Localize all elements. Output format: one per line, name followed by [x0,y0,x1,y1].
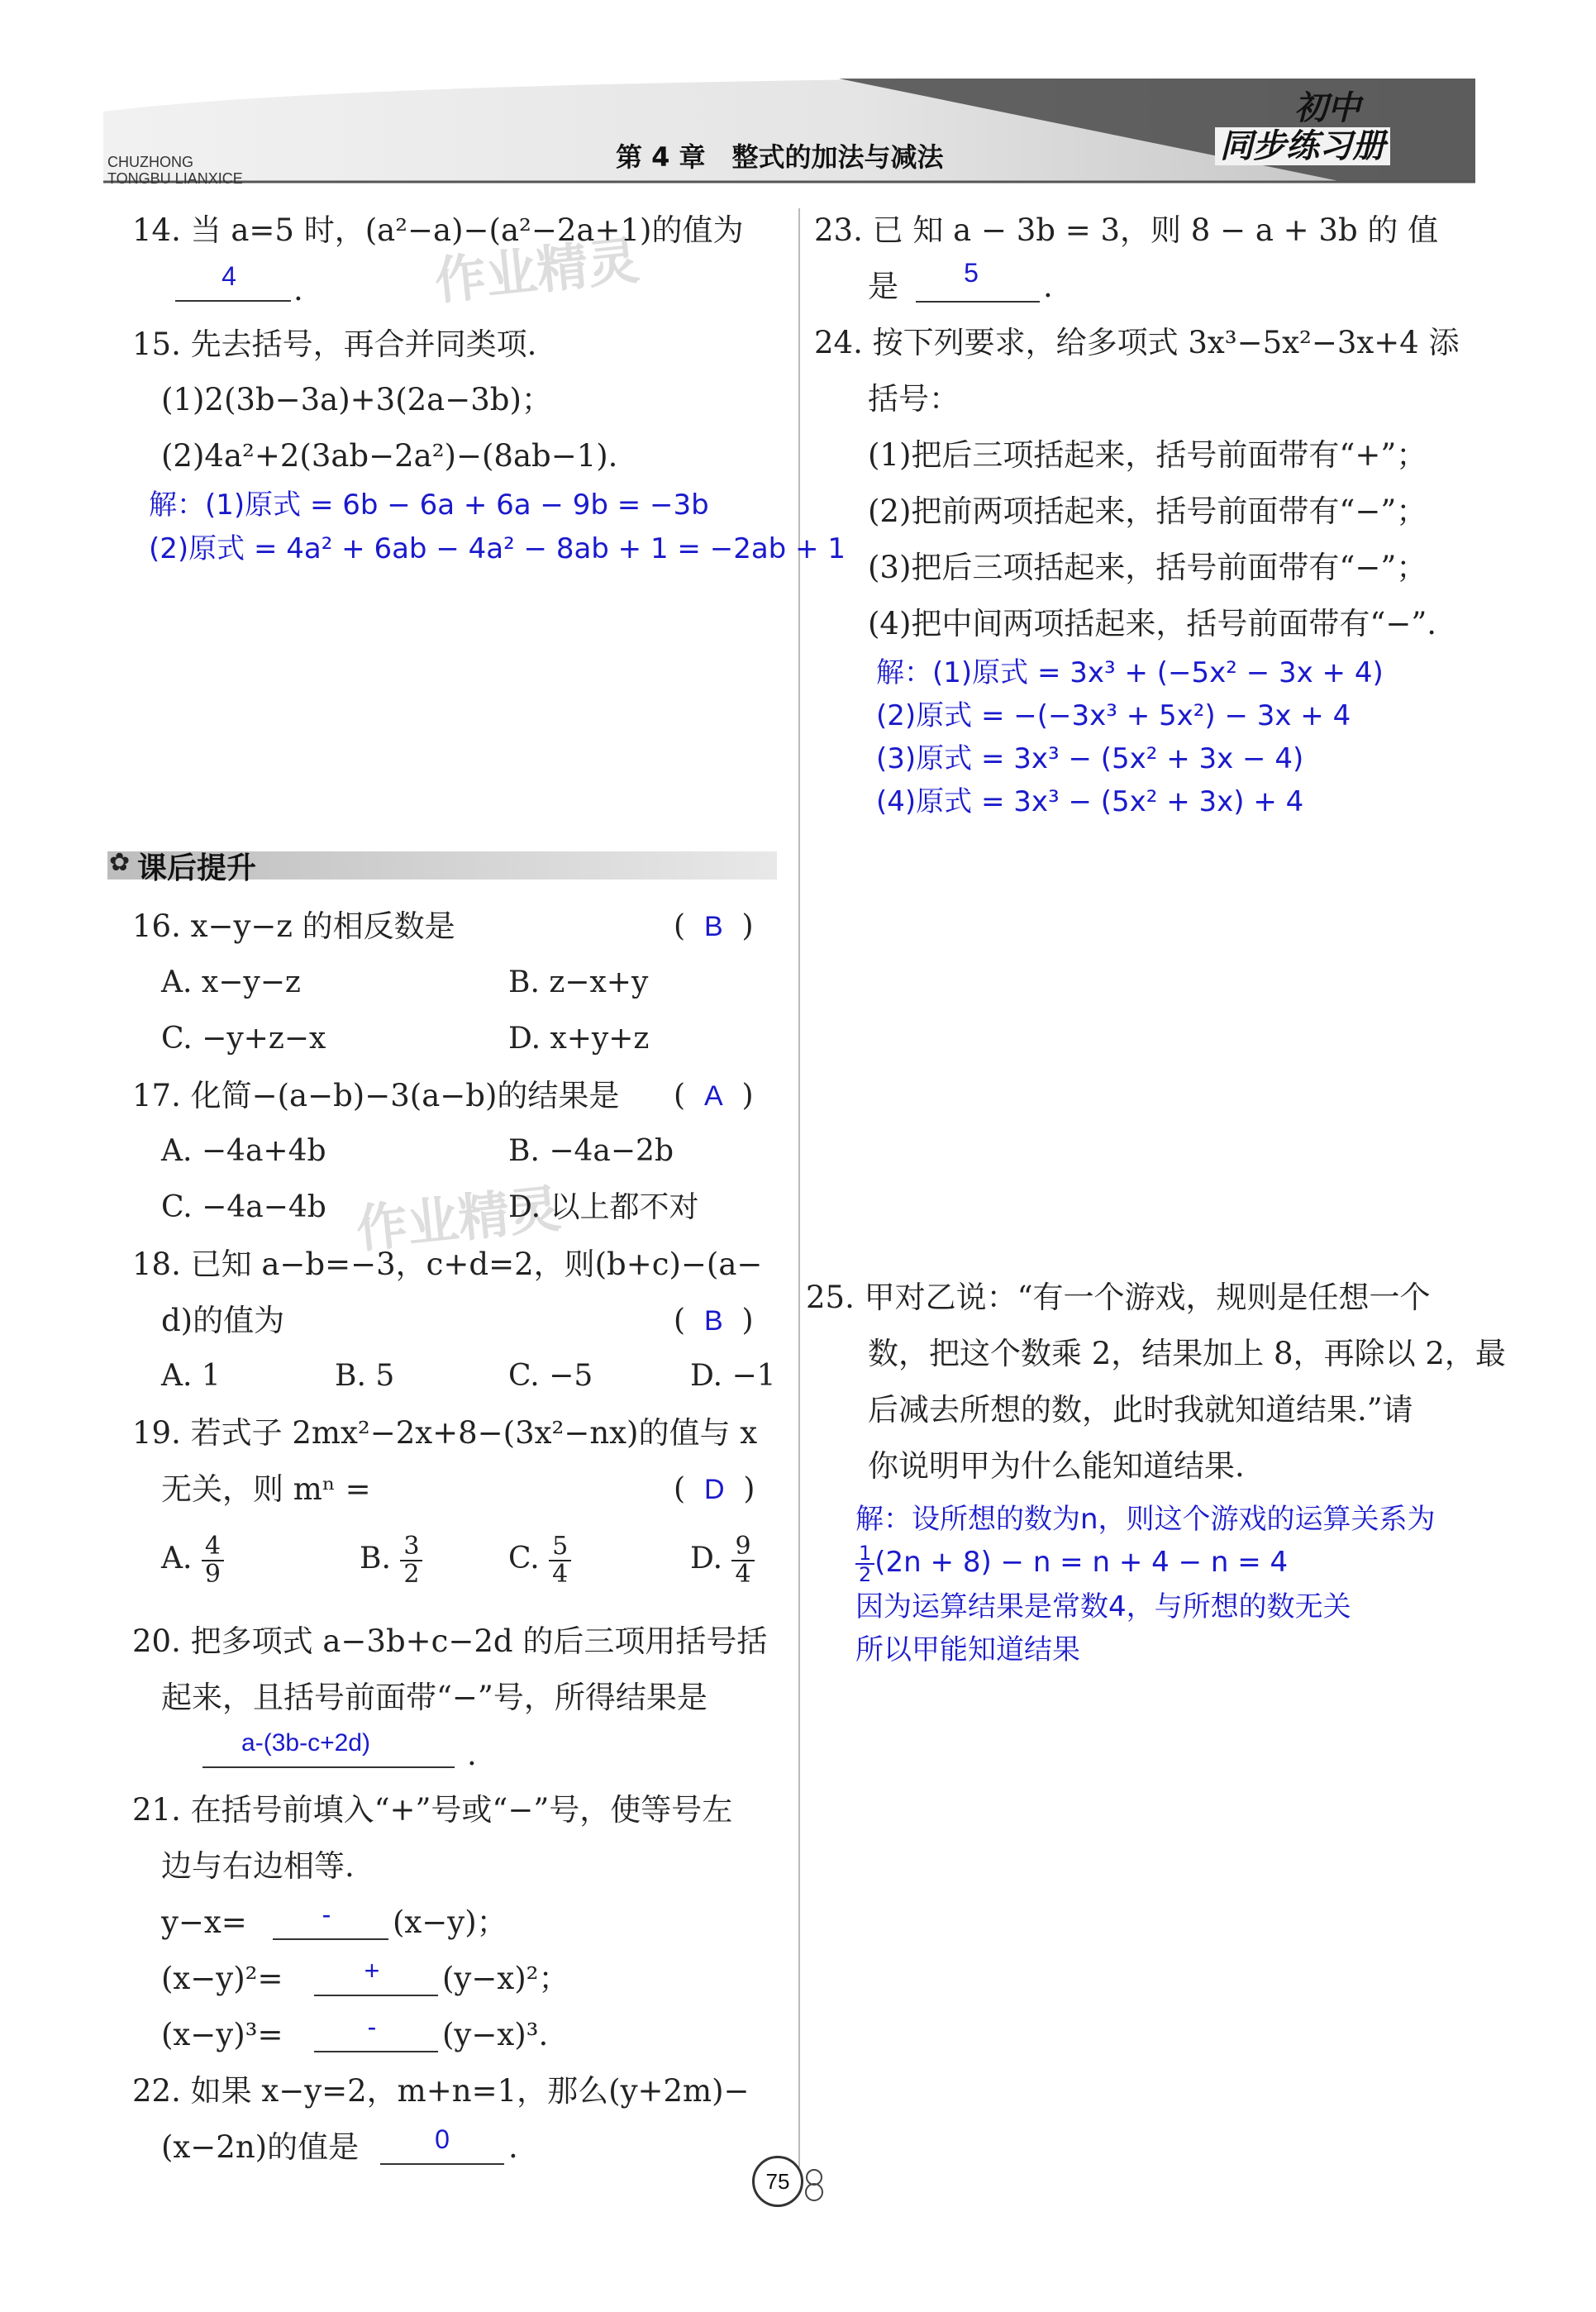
brand-line1: 初中 [1294,89,1360,127]
q16-text: 16. x−y−z 的相反数是 [132,908,455,944]
q24-line2: 括号： [868,381,960,417]
q18-line2: d)的值为 [161,1303,285,1338]
q18-option-d: D. −1 [690,1359,776,1393]
page-number: 75 [765,2168,790,2194]
section-title: 课后提升 [137,851,257,885]
q14-period: . [293,272,303,307]
q15-solution-2: (2)原式 = 4a² + 6ab − 4a² − 8ab + 1 = −2ab + 1 [149,532,846,565]
q18-answer-paren: ( B ) [674,1304,754,1337]
q24-part3: (3)把后三项括起来，括号前面带有“−”； [868,550,1427,585]
q19-b-label: B. [360,1542,391,1575]
q22-line1: 22. 如果 x−y=2，m+n=1，那么(y+2m)− [132,2073,750,2109]
q21-line1: 21. 在括号前填入“+”号或“−”号，使等号左 [132,1792,733,1828]
q19-line1: 19. 若式子 2mx²−2x+8−(3x²−nx)的值与 x [132,1415,758,1451]
q14-text: 14. 当 a=5 时，(a²−a)−(a²−2a+1)的值为 [132,212,744,248]
q21-row1-left: y−x= [161,1904,247,1940]
footer-ornament [798,2166,831,2202]
q24-solution-1: 解：(1)原式 = 3x³ + (−5x² − 3x + 4) [876,656,1384,689]
section-header [107,843,777,884]
q16-answer: B [703,911,723,942]
q24-solution-2: (2)原式 = −(−3x³ + 5x²) − 3x + 4 [876,699,1351,732]
q19-line2: 无关，则 mⁿ = [161,1471,371,1507]
brand-line2: 同步练习册 [1215,127,1390,165]
q21-row3-right: (y−x)³. [442,2017,549,2052]
q21-row1-right: (x−y)； [393,1904,507,1940]
q17-answer-paren: ( A ) [674,1079,754,1113]
q21-line2: 边与右边相等. [161,1848,355,1884]
q18-line1: 18. 已知 a−b=−3，c+d=2，则(b+c)−(a− [132,1247,763,1282]
q23-answer-line [916,301,1040,303]
q25-solution-1: 解：设所想的数为n，则这个游戏的运算关系为 [855,1503,1436,1536]
q18-answer: B [703,1305,723,1337]
q25-line4: 你说明甲为什么能知道结果. [868,1448,1245,1484]
watermark: 作业精灵 [353,1178,564,1260]
q14-answer-line [175,300,291,302]
q17-text: 17. 化简−(a−b)−3(a−b)的结果是 [132,1078,620,1113]
q19-d-label: D. [690,1542,723,1575]
q25-line1: 25. 甲对乙说：“有一个游戏，规则是任想一个 [806,1280,1431,1315]
q25-half-fraction [855,1543,874,1585]
q19-c-label: C. [508,1542,540,1575]
q20-answer: a-(3b-c+2d) [241,1729,370,1757]
q17-option-c: C. −4a−4b [161,1190,326,1224]
q17-option-a: A. −4a+4b [161,1134,326,1168]
q21-row3-blank [314,2051,438,2052]
q22-line2: (x−2n)的值是 [161,2129,360,2165]
q24-part4: (4)把中间两项括起来，括号前面带有“−”. [868,606,1437,641]
q19-a-num: 4 [202,1533,224,1561]
q20-line1: 20. 把多项式 a−3b+c−2d 的后三项用括号括 [132,1623,768,1659]
q15-solution-1: 解：(1)原式 = 6b − 6a + 6a − 9b = −3b [149,489,709,522]
q16-option-c: C. −y+z−x [161,1022,326,1056]
q21-row2-right: (y−x)²； [442,1961,569,1996]
q24-solution-4: (4)原式 = 3x³ − (5x² + 3x) + 4 [876,785,1304,818]
q17-answer: A [703,1080,723,1112]
q22-period: . [508,2129,518,2165]
q19-option-d [690,1533,755,1588]
q19-option-b [360,1533,422,1588]
paw-icon: ✿ [109,848,131,877]
q24-part2: (2)把前两项括起来，括号前面带有“−”； [868,493,1427,529]
q17-option-b: B. −4a−2b [508,1134,674,1168]
q19-d-num: 9 [731,1533,754,1561]
q21-row3-answer: - [367,2012,377,2042]
q21-row1-blank [273,1938,388,1940]
q14-answer: 4 [222,261,236,291]
q19-c-fraction [549,1533,571,1588]
q15-part1: (1)2(3b−3a)+3(2a−3b)； [161,382,552,417]
q19-option-a [161,1533,224,1588]
q16-option-d: D. x+y+z [508,1022,650,1056]
q25-frac-den: 2 [859,1562,872,1586]
series-en-line2: TONGBU LIANXICE [107,170,243,187]
q19-option-c [508,1533,571,1588]
q21-row2-answer: + [364,1956,380,1985]
q19-a-label: A. [161,1542,193,1575]
q25-line3: 后减去所想的数，此时我就知道结果.”请 [868,1392,1413,1428]
q21-row2-left: (x−y)²= [161,1961,283,1996]
q19-d-fraction [731,1533,754,1588]
q24-solution-3: (3)原式 = 3x³ − (5x² + 3x − 4) [876,742,1304,775]
q20-answer-line [202,1766,455,1768]
q19-d-den: 4 [735,1560,751,1589]
series-en-label [107,154,243,187]
q22-answer-line [380,2163,504,2165]
q16-option-b: B. z−x+y [508,965,649,999]
q21-row3-left: (x−y)³= [161,2017,283,2052]
q24-part1: (1)把后三项括起来，括号前面带有“+”； [868,437,1427,473]
q24-line1: 24. 按下列要求，给多项式 3x³−5x²−3x+4 添 [814,325,1460,360]
q20-line2: 起来，且括号前面带“−”号，所得结果是 [161,1680,707,1715]
brand-logo [1215,89,1390,165]
q23-line2: 是 [868,269,898,304]
q17-option-d: D. 以上都不对 [508,1190,699,1224]
q20-period: . [467,1737,477,1772]
q19-answer: D [703,1474,725,1505]
q25-solution-2 [855,1541,1288,1585]
q23-line1: 23. 已 知 a − 3b = 3，则 8 − a + 3b 的 值 [814,212,1439,248]
q18-option-c: C. −5 [508,1359,593,1393]
q25-solution-4: 所以甲能知道结果 [855,1633,1080,1666]
q15-part2: (2)4a²+2(3ab−2a²)−(8ab−1). [161,438,618,474]
q19-a-den: 9 [204,1560,221,1589]
q19-b-num: 3 [400,1533,422,1561]
q23-period: . [1043,269,1053,304]
q15-title: 15. 先去括号，再合并同类项. [132,327,537,362]
page-number-badge [752,2156,803,2207]
q22-answer: 0 [435,2124,450,2154]
q16-answer-paren: ( B ) [674,909,754,943]
q18-option-a: A. 1 [161,1359,221,1393]
q16-option-a: A. x−y−z [161,965,301,999]
q19-b-fraction [400,1533,422,1588]
q21-row2-blank [314,1995,438,1996]
q18-option-b: B. 5 [335,1359,395,1393]
column-divider [798,208,800,2167]
q25-line2: 数，把这个数乘 2，结果加上 8，再除以 2，最 [868,1336,1506,1371]
series-en-line1: CHUZHONG [107,154,193,170]
q19-c-den: 4 [552,1560,569,1589]
footer-loop-icon [798,2166,831,2202]
q25-frac-num: 1 [855,1543,874,1565]
q25-solution-3: 因为运算结果是常数4，与所想的数无关 [855,1590,1351,1623]
chapter-title: 第 4 章 整式的加法与减法 [616,141,944,173]
q25-solution-2-rest: (2n + 8) − n = n + 4 − n = 4 [874,1546,1289,1579]
watermark: 作业精灵 [431,230,642,312]
q19-a-fraction [202,1533,224,1588]
q21-row1-answer: - [322,1900,331,1929]
q19-answer-paren: ( D ) [674,1472,755,1506]
q19-c-num: 5 [549,1533,571,1561]
q19-b-den: 2 [403,1560,420,1589]
q23-answer: 5 [964,258,979,288]
